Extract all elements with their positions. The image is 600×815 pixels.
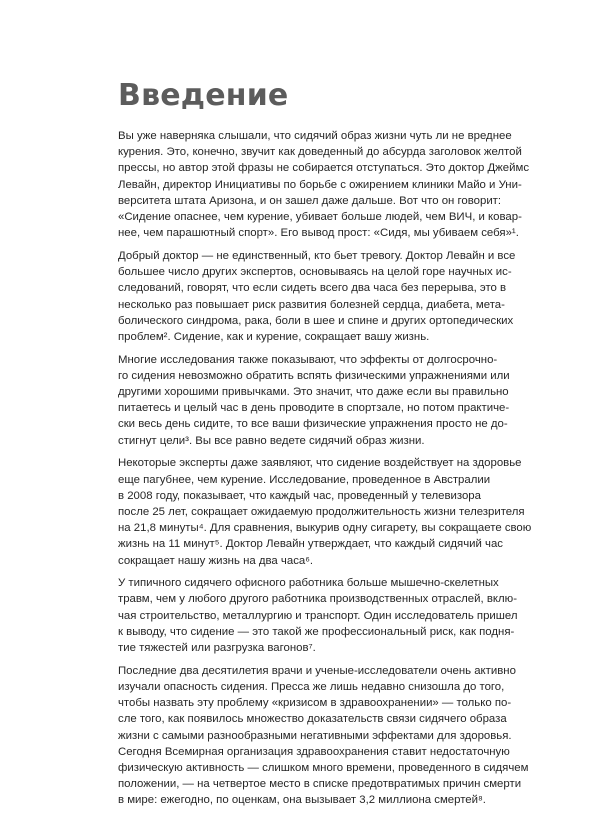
text-line: Левайн, директор Инициативы по борьбе с ожирением клиники Майо и Уни-	[118, 178, 522, 191]
text-line: стигнут цели³. Вы все равно ведете сидячий образ жизни.	[118, 434, 425, 447]
chapter-title: Введение	[118, 78, 289, 113]
text-line: другими хорошими привычками. Это значит, что даже если вы правильно	[118, 386, 509, 399]
text-line: питаетесь и целый час в день проводите в спортзале, но потом практиче-	[118, 402, 510, 415]
paragraph-1	[118, 128, 530, 241]
text-line: изучали опасность сидения. Пресса же лишь недавно снизошла до того,	[118, 681, 505, 693]
text-line: нее, чем парашютный спорт». Его вывод прост: «Сидя, мы убиваем себя»¹.	[118, 227, 519, 240]
text-line: «Сидение опаснее, чем курение, убивает больше людей, чем ВИЧ, и ковар-	[118, 211, 522, 224]
text-line: тие тяжестей или разгрузка вагонов⁷.	[118, 642, 316, 655]
text-line: го сидения невозможно обратить вспять физическими упражнениями или	[118, 369, 510, 382]
paragraph-3	[118, 352, 510, 449]
text-line: Некоторые эксперты даже заявляют, что сидение воздействует на здоровье	[118, 457, 522, 470]
paragraph-4	[118, 455, 532, 568]
text-line: Сегодня Всемирная организация здравоохранения ставит недостаточную	[118, 745, 510, 758]
text-line: следований, говорят, что если сидеть всего два часа без перерыва, это в	[118, 282, 507, 295]
paragraph-6	[118, 663, 529, 809]
text-line: физическую активность — слишком много времени, проведенного в сидячем	[118, 762, 529, 775]
text-line: жизнь на 11 минут⁵. Доктор Левайн утверждает, что каждый сидячий час	[118, 538, 503, 551]
text-line: чая строительство, металлургию и транспорт. Один исследователь пришел	[118, 609, 518, 622]
text-line: курения. Это, конечно, звучит как доведенный до абсурда заголовок желтой	[118, 146, 522, 159]
paragraph-2	[118, 248, 516, 345]
text-line: Добрый доктор — не единственный, кто бьет тревогу. Доктор Левайн и все	[118, 249, 516, 262]
text-line: в мире: ежегодно, по оценкам, она вызывает 3,2 миллиона смертей⁸.	[118, 794, 486, 807]
text-line: Последние два десятилетия врачи и ученые-исследователи очень активно	[118, 664, 516, 677]
text-line: Многие исследования также показывают, что эффекты от долгосрочно-	[118, 353, 498, 366]
text-line: сокращает нашу жизнь на два часа⁶.	[118, 554, 314, 567]
text-line: прессы, но автор этой фразы не собирается отступаться. Это доктор Джеймс	[118, 162, 530, 175]
text-line: сле того, как появилось множество доказательств связи сидячего образа	[118, 713, 507, 726]
text-line: после 25 лет, сокращает ожидаемую продолжительность жизни телезрителя	[118, 505, 525, 518]
text-line: в 2008 году, показывает, что каждый час, проведенный у телевизора	[118, 489, 481, 502]
text-line: верситета штата Аризона, и он зашел даже дальше. Вот что он говорит:	[118, 194, 502, 207]
text-line: проблем². Сидение, как и курение, сокращает вашу жизнь.	[118, 330, 430, 343]
paragraph-5	[118, 575, 518, 656]
text-line: большее число других экспертов, основываясь на целой горе научных ис-	[118, 266, 512, 279]
text-line: положении, — на четвертое место в списке предотвратимых причин смерти	[118, 778, 522, 791]
text-line: жизни с самыми разнообразными негативными эффектами для здоровья.	[118, 729, 512, 742]
text-line: несколько раз повышает риск развития болезней сердца, диабета, мета-	[118, 298, 505, 311]
text-line: еще пагубнее, чем курение. Исследование, проведенное в Австралии	[118, 473, 491, 486]
text-line: на 21,8 минуты⁴. Для сравнения, выкурив одну сигарету, вы сокращаете свою	[118, 522, 532, 535]
body-text	[118, 128, 532, 815]
text-line: травм, чем у любого другого работника производственных отраслей, вклю-	[118, 593, 517, 606]
text-line: чтобы назвать эту проблему «кризисом в здравоохранении» — только по-	[118, 697, 512, 710]
text-line: к выводу, что сидение — это такой же профессиональный риск, как подня-	[118, 625, 515, 638]
text-line: болического синдрома, рака, боли в шее и спине и других ортопедических	[118, 314, 514, 327]
text-line: ски весь день сидите, то все ваши физические упражнения просто не до-	[118, 418, 508, 431]
text-line: Вы уже наверняка слышали, что сидячий образ жизни чуть ли не вреднее	[118, 130, 512, 142]
text-line: У типичного сидячего офисного работника больше мышечно-скелетных	[118, 577, 499, 590]
